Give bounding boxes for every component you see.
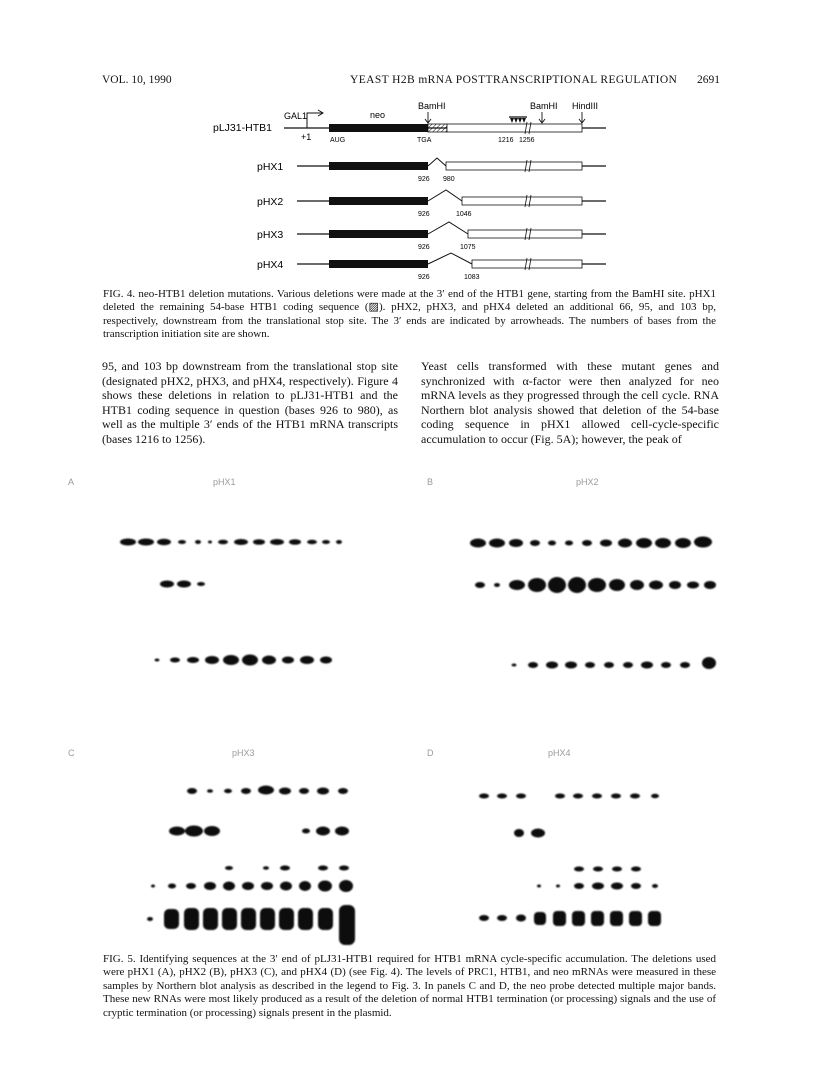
panel-letter: C	[68, 748, 75, 758]
figure-4-caption-label: FIG. 4.	[103, 288, 136, 300]
panel-letter: A	[68, 477, 75, 487]
figure-4-caption	[103, 288, 716, 342]
figure-5-caption-text: Identifying sequences at the 3′ end of pLJ31-HTB1 required for HTB1 mRNA cycle-specific accumulation. The deletions used were pHX1 (A), pHX2 (B), pHX3 (C), and pHX4 (D) (see Fig. 4). The levels of PRC1, HTB1, and neo mRNAs were measured in these samples by Northern blot analysis as described in the legend to Fig. 3. In panels C and D, the neo probe detected multiple major bands. These new RNAs were most likely produced as a result of the deletion of normal HTB1 termination (or processing) signals and the use of cryptic termination (or processing) signals present in the plasmid.	[103, 953, 717, 1019]
blot-row-neo-lower	[147, 905, 355, 945]
blot-row-prc1	[479, 794, 659, 799]
panel-c	[68, 748, 355, 945]
figure-4-diagram	[0, 0, 816, 290]
running-title: YEAST H2B mRNA POSTTRANSCRIPTIONAL REGULATION	[350, 74, 678, 86]
neo-coding-box	[329, 260, 428, 268]
blot-row-prc1	[187, 786, 348, 795]
blot-row-htb1	[160, 581, 205, 588]
bamhi-site-label: BamHI	[418, 101, 446, 111]
bamhi-site-label: BamHI	[530, 101, 558, 111]
position-1256-label: 1256	[519, 137, 535, 144]
page-number: 2691	[697, 74, 720, 86]
figure-5-caption	[103, 953, 716, 1020]
panel-a	[68, 477, 342, 666]
blot-row-neo-lower	[479, 911, 661, 926]
neo-coding-box	[329, 124, 428, 132]
blot-row-neo-middle	[537, 883, 658, 890]
htb1-downstream-box	[462, 197, 582, 205]
blot-row-prc1	[470, 537, 712, 549]
panel-b	[427, 477, 716, 669]
blot-row-neo-upper	[225, 866, 349, 871]
panel-title: pHX4	[548, 748, 571, 758]
deletion-junction	[428, 222, 468, 234]
position-1216-label: 1216	[498, 137, 514, 144]
figure-5-caption-label: FIG. 5.	[103, 953, 136, 965]
blot-row-neo	[155, 655, 333, 666]
blot-row-neo-upper	[574, 867, 641, 872]
volume-label: VOL. 10, 1990	[102, 74, 172, 86]
panel-title: pHX2	[576, 477, 599, 487]
neo-coding-box	[329, 230, 428, 238]
deletion-junction	[428, 253, 472, 264]
blot-row-htb1	[514, 829, 545, 838]
stop-codon-label: TGA	[417, 137, 432, 144]
neo-coding-box	[329, 197, 428, 205]
panel-letter: D	[427, 748, 434, 758]
deletion-end-label: 1083	[464, 274, 480, 281]
gene-label: neo	[370, 110, 386, 120]
deletion-start-label: 926	[418, 244, 430, 251]
neo-coding-box	[329, 162, 428, 170]
deletion-end-label: 1075	[460, 244, 476, 251]
figure-5-northern-blots	[0, 455, 816, 955]
deletion-junction	[428, 190, 462, 201]
htb1-downstream-box	[446, 162, 582, 170]
deletion-start-label: 926	[418, 176, 430, 183]
construct-label: pHX3	[257, 229, 284, 241]
plus-one-label: +1	[301, 132, 312, 142]
htb1-downstream-box	[472, 260, 582, 268]
deletion-start-label: 926	[418, 274, 430, 281]
body-text-right-column: Yeast cells transformed with these mutant genes and synchronized with α-factor were then analyzed for neo mRNA levels as they progressed through the cell cycle. RNA Northern blot analysis showed that deletion of the 54-base coding sequence in pHX1 allowed cell-cycle-specific accumulation to occur (Fig. 5A); however, the peak of	[421, 359, 719, 446]
panel-title: pHX1	[213, 477, 236, 487]
panel-d	[427, 748, 661, 926]
blot-row-htb1	[475, 577, 716, 593]
deletion-end-label: 980	[443, 176, 455, 183]
deletion-start-label: 926	[418, 211, 430, 218]
construct-label: pHX1	[257, 161, 284, 173]
figure-4-caption-text: neo-HTB1 deletion mutations. Various deletions were made at the 3′ end of the HTB1 gene, starting from the BamHI site. pHX1 deleted the remaining 54-base HTB1 coding sequence (▨). pHX2, pHX3, and pHX4 deleted an additional 66, 95, and 103 bp, respectively, downstream from the translational stop site. The 3′ ends are indicated by arrowheads. The numbers of bases from the transcription initiation site are shown.	[103, 288, 717, 341]
three-prime-end-arrowheads	[510, 118, 526, 123]
hindiii-site-label: HindIII	[572, 101, 599, 111]
promoter-label: GAL1	[284, 111, 308, 121]
deletion-end-label: 1046	[456, 211, 472, 218]
blot-row-htb1	[169, 826, 349, 837]
blot-row-neo	[512, 657, 717, 669]
start-codon-label: AUG	[330, 137, 346, 144]
blot-row-neo-middle	[151, 880, 353, 892]
deletion-junction	[428, 158, 446, 166]
construct-label: pLJ31-HTB1	[213, 122, 272, 134]
htb1-downstream-box	[447, 124, 582, 132]
construct-label: pHX2	[257, 196, 284, 208]
blot-row-prc1	[120, 539, 342, 546]
body-text-left-column: 95, and 103 bp downstream from the translational stop site (designated pHX2, pHX3, and pHX4, respectively). Figure 4 shows these deletions in relation to pLJ31-HTB1 and the HTB1 coding sequence in question (bases 926 to 980), as well as the multiple 3′ ends of the HTB1 mRNA transcripts (bases 1216 to 1256).	[102, 359, 398, 446]
construct-label: pHX4	[257, 259, 284, 271]
panel-title: pHX3	[232, 748, 255, 758]
htb1-coding-hatched-box	[428, 124, 447, 132]
panel-letter: B	[427, 477, 434, 487]
htb1-downstream-box	[468, 230, 582, 238]
